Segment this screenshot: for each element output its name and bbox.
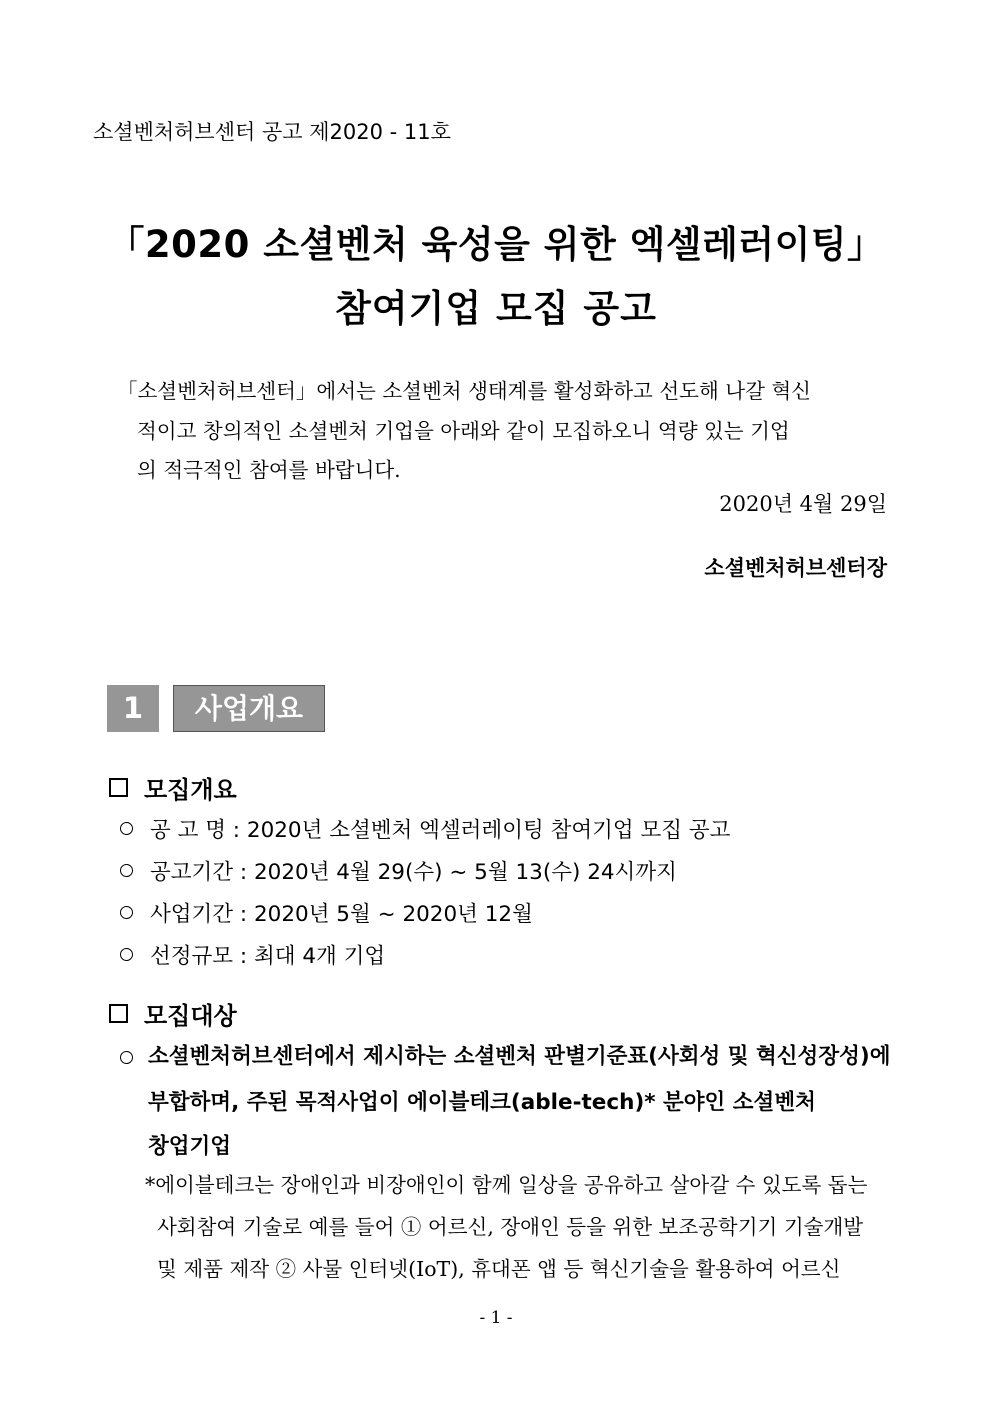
overview-heading-text: 모집개요	[144, 776, 237, 804]
target-text-line2: 부합하며, 주된 목적사업이 에이블테크(able-tech)* 분야인 소셜벤처	[148, 1090, 816, 1115]
intro-text-line2: 적이고 창의적인 소셜벤처 기업을 아래와 같이 모집하오니 역량 있는 기업	[137, 419, 790, 443]
circle-bullet-icon	[120, 864, 133, 877]
circle-bullet-icon	[120, 906, 133, 919]
overview-item	[120, 855, 677, 886]
footnote-line3: 및 제품 제작 ② 사물 인터넷(IoT), 휴대폰 앱 등 혁신기술을 활용하여 어르신	[157, 1257, 841, 1281]
overview-item	[120, 813, 730, 844]
target-text-line3: 창업기업	[148, 1134, 232, 1159]
circle-bullet-icon	[120, 822, 133, 835]
announcement-date: 2020년 4월 29일	[719, 492, 887, 516]
overview-item-text: 사업기간 : 2020년 5월 ~ 2020년 12월	[150, 902, 533, 927]
target-text-line1: 소셜벤처허브센터에서 제시하는 소셜벤처 판별기준표(사회성 및 혁신성장성)에	[148, 1044, 891, 1069]
target-heading	[109, 996, 237, 1031]
announcement-number: 소셜벤처허브센터 공고 제2020 - 11호	[93, 120, 451, 144]
page-number: - 1 -	[479, 1308, 513, 1328]
overview-item	[120, 897, 533, 928]
target-heading-text: 모집대상	[144, 1002, 237, 1030]
checkbox-square-icon	[109, 778, 128, 797]
overview-item-text: 공고기간 : 2020년 4월 29(수) ~ 5월 13(수) 24시까지	[150, 860, 677, 885]
overview-heading	[109, 770, 237, 805]
intro-text-line1: 「소셜벤처허브센터」에서는 소셜벤처 생태계를 활성화하고 선도해 나갈 혁신	[117, 379, 811, 403]
checkbox-square-icon	[109, 1004, 128, 1023]
intro-text-line3: 의 적극적인 참여를 바랍니다.	[137, 458, 401, 482]
issuer-name: 소셜벤처허브센터장	[704, 555, 887, 580]
overview-item	[120, 939, 385, 970]
document-title-line2: 참여기업 모집 공고	[335, 287, 657, 330]
footnote-line1: *에이블테크는 장애인과 비장애인이 함께 일상을 공유하고 살아갈 수 있도록 돕는	[145, 1173, 868, 1197]
overview-item-text: 선정규모 : 최대 4개 기업	[150, 944, 386, 969]
overview-item-text: 공 고 명 : 2020년 소셜벤처 엑셀러레이팅 참여기업 모집 공고	[150, 818, 731, 843]
footnote-line2: 사회참여 기술로 예를 들어 ① 어르신, 장애인 등을 위한 보조공학기기 기술개발	[157, 1215, 864, 1239]
document-title-line1: 「2020 소셜벤처 육성을 위한 엑셀레러이팅」	[107, 223, 885, 266]
section-title-badge: 사업개요	[173, 685, 325, 732]
circle-bullet-icon	[120, 1051, 133, 1064]
circle-bullet-icon	[120, 948, 133, 961]
section-number-badge: 1	[107, 685, 159, 732]
